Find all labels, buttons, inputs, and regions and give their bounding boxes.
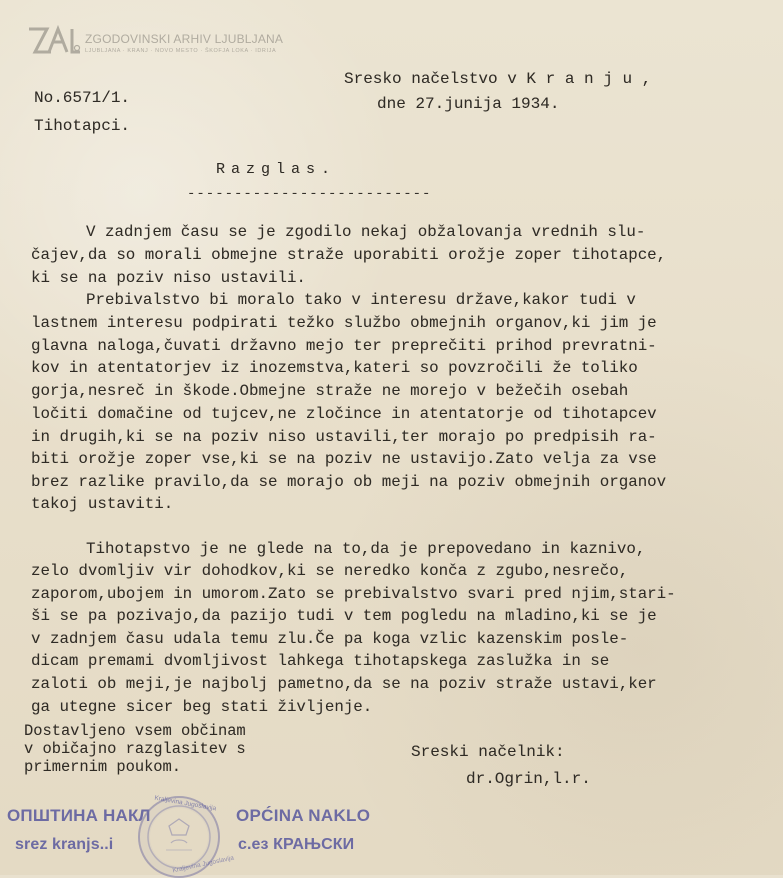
title-underline: -------------------------- bbox=[187, 186, 432, 202]
archive-subtitle: LJUBLJANA · KRANJ · NOVO MESTO · ŠKOFJA LOKA · IDRIJA bbox=[85, 48, 277, 54]
distribution-line: Dostavljeno vsem občinam bbox=[24, 722, 246, 740]
archive-title: ZGODOVINSKI ARHIV LJUBLJANA bbox=[85, 32, 284, 46]
stamp-left-top-text: ОПШТИНА НАКЛ bbox=[7, 806, 151, 825]
body-line: v zadnjem času udala temu zlu.Če pa koga vzlic kazenskim posle- bbox=[31, 630, 629, 648]
stamp-right-bottom-text: с.ез КРАЊСКИ bbox=[238, 836, 355, 853]
body-line: glavna naloga,čuvati državno mejo ter preprečiti prihod prevratni- bbox=[31, 337, 657, 355]
issuing-office: Sresko načelstvo v K r a n j u , bbox=[344, 70, 652, 88]
stamp-left-bottom-text: srez kranjs..i bbox=[15, 836, 114, 853]
body-line: lastnem interesu podpirati težko službo obmejnih organov,ki jim je bbox=[31, 314, 657, 332]
distribution-line: v običajno razglasitev s bbox=[24, 740, 246, 758]
body-line: in drugih,ki se na poziv niso ustavili,ter morajo po predpisih ra- bbox=[31, 428, 657, 446]
archive-logo-icon bbox=[27, 24, 81, 58]
distribution-line: primernim poukom. bbox=[24, 758, 182, 776]
reference-number: No.6571/1. bbox=[34, 89, 131, 107]
body-line: V zadnjem času se je zgodilo nekaj obžalovanja vrednih slu- bbox=[86, 223, 646, 241]
document-title: Razglas. bbox=[216, 161, 337, 178]
body-line: ločiti domačine od tujcev,ne zločince in atentatorje od tihotapcev bbox=[31, 405, 657, 423]
body-line: ga utegne sicer beg stati življenje. bbox=[31, 698, 373, 716]
archive-watermark bbox=[27, 24, 327, 64]
body-line: dicam premami dvomljivost lahkega tihotapskega zaslužka in se bbox=[31, 652, 610, 670]
body-line: zaporom,ubojem in umorom.Zato se prebivalstvo svari pred njim,stari- bbox=[31, 585, 676, 603]
signature-role: Sreski načelnik: bbox=[411, 743, 565, 761]
stamp-right-top-text: OPĆINA NAKLO bbox=[236, 806, 371, 825]
stamp-arc-bottom-text: Kraljevina Jugoslavija bbox=[171, 854, 235, 875]
body-line: ki se na poziv niso ustavili. bbox=[31, 269, 306, 287]
body-line: Tihotapstvo je ne glede na to,da je prepovedano in kaznivo, bbox=[86, 540, 646, 558]
body-line: zelo dvomljiv vir dohodkov,ki se neredko konča z zgubo,nesrečo, bbox=[31, 562, 629, 580]
body-line: čajev,da so morali obmejne straže uporabiti orožje zoper tihotapce, bbox=[31, 246, 667, 264]
document-date: dne 27.junija 1934. bbox=[377, 95, 560, 113]
body-line: ši se pa pozivajo,da pazijo tudi v tem pogledu na mladino,ki se je bbox=[31, 607, 657, 625]
document-topic: Tihotapci. bbox=[34, 117, 131, 135]
body-line: kov in atentatorjev iz inozemstva,kateri so povzročili že toliko bbox=[31, 359, 638, 377]
body-line: brez razlike pravilo,da se morajo ob meji na poziv obmejnih organov bbox=[31, 473, 667, 491]
body-line: gorja,nesreč in škode.Obmejne straže ne morejo v bežečih osebah bbox=[31, 382, 629, 400]
body-line: biti orožje zoper vse,ki se na poziv ne ustavijo.Zato velja za vse bbox=[31, 450, 657, 468]
body-line: zaloti ob meji,je najbolj pametno,da se na poziv straže ustavi,ker bbox=[31, 675, 657, 693]
stamp-arc-top-text: Kraljevina Jugoslavija bbox=[153, 794, 217, 813]
signature-name: dr.Ogrin,l.r. bbox=[466, 770, 591, 788]
body-line: takoj ustaviti. bbox=[31, 495, 174, 513]
official-stamp bbox=[0, 789, 380, 875]
body-line: Prebivalstvo bi moralo tako v interesu države,kakor tudi v bbox=[86, 291, 636, 309]
